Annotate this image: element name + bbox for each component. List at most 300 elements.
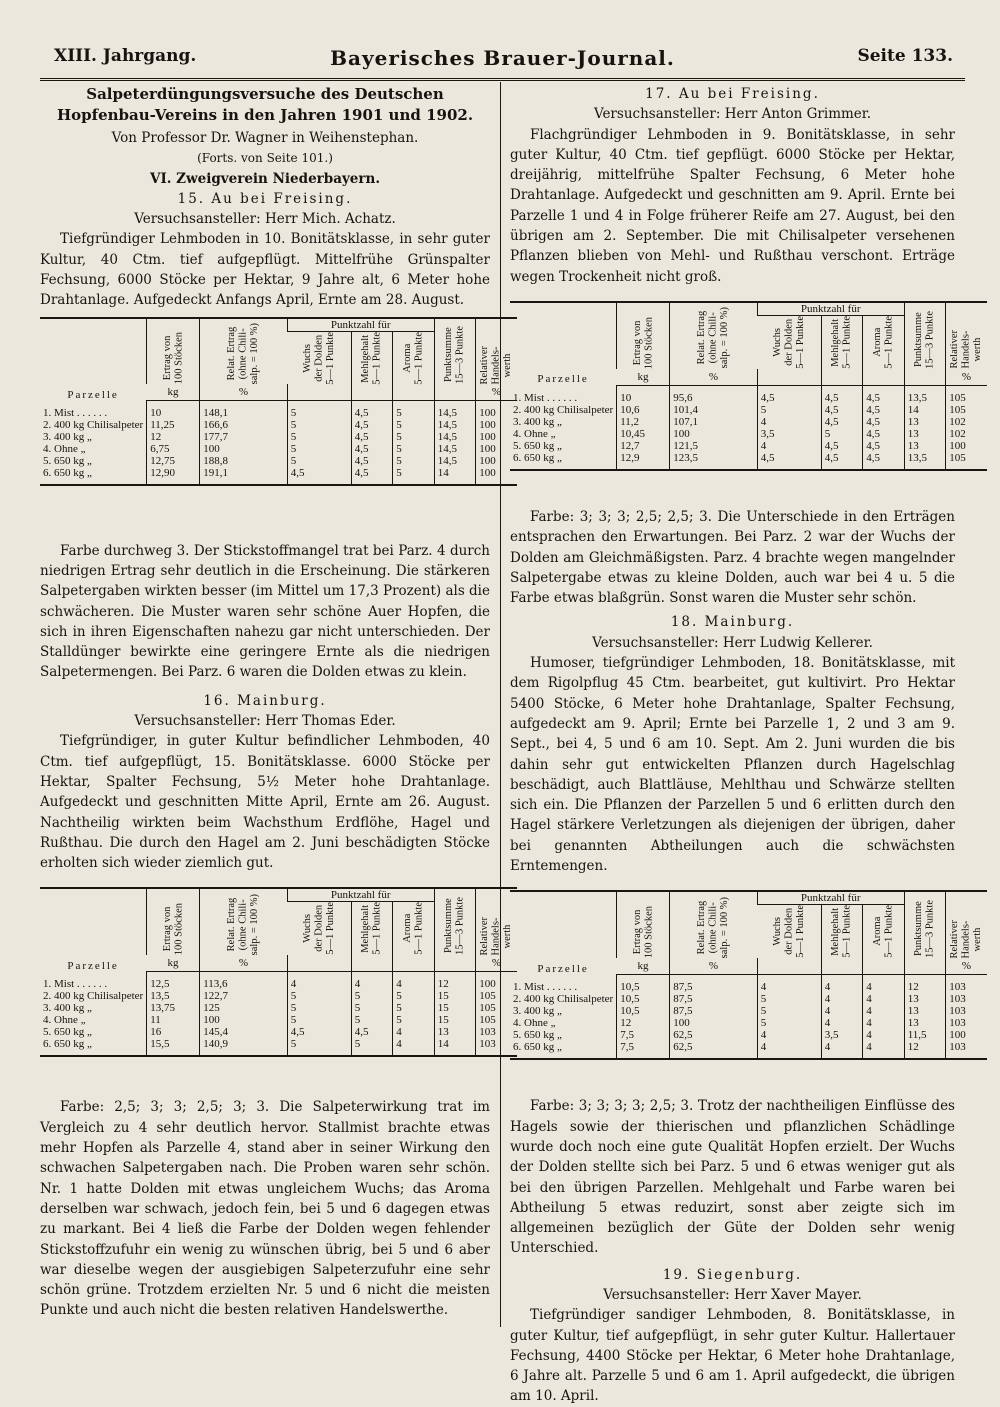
value-cell: 123,5 xyxy=(670,452,758,470)
value-cell: 87,5 xyxy=(670,993,758,1005)
table-row xyxy=(510,1005,987,1017)
value-cell: 100 xyxy=(476,431,517,443)
results-table xyxy=(510,890,987,1060)
column-header xyxy=(510,891,617,974)
value-cell: 14,5 xyxy=(434,401,476,420)
value-cell: 105 xyxy=(946,404,987,416)
value-cell: 4,5 xyxy=(863,416,905,428)
header-text: Punktzahl für xyxy=(800,892,861,905)
value-cell: 4,5 xyxy=(863,440,905,452)
value-cell: 13 xyxy=(434,1026,476,1038)
value-cell: 6,75 xyxy=(147,443,200,455)
exp15-table xyxy=(40,317,514,531)
exp17-table xyxy=(510,301,984,497)
value-cell: 4,5 xyxy=(821,404,863,416)
value-cell: 100 xyxy=(476,467,517,485)
value-cell: 5 xyxy=(393,401,435,420)
table-row xyxy=(40,972,517,991)
header-text: Aroma 5—1 Punkte xyxy=(871,905,895,959)
value-cell: 4,5 xyxy=(863,404,905,416)
plot-label: 1. Mist . . . . . . xyxy=(513,391,578,404)
value-cell: 4 xyxy=(393,1038,435,1056)
value-cell: 11,5 xyxy=(904,1029,946,1041)
value-cell: 13 xyxy=(904,993,946,1005)
exp18-heading: 18. Mainburg. xyxy=(670,614,795,631)
table-row xyxy=(510,404,987,416)
column-header xyxy=(287,318,434,332)
value-cell: 11 xyxy=(147,1014,200,1026)
unit-cell xyxy=(147,384,200,401)
exp19-intro: Tiefgründiger sandiger Lehmboden, 8. Bonitätsklasse, in guter Kultur, tief aufgepflügt, in sehr guter Kultur. Hallertauer Fechsung, 4400 Stöcke per Hektar, 6 Meter hohe Drahtanlage, 6 Jahre alt. Parzelle 5 und 6 am 1. April aufgedeckt, die übrigen am 10. April. xyxy=(510,1307,955,1405)
header-text: Punktsumme 15—3 Punkte xyxy=(443,326,466,385)
header-text: Punktsumme 15—3 Punkte xyxy=(443,897,466,956)
unit-cell xyxy=(200,384,288,401)
value-cell: 12 xyxy=(617,1017,670,1029)
value-cell: 4 xyxy=(863,1029,905,1041)
plot-label: 5. 650 kg „ xyxy=(43,455,92,468)
column-header xyxy=(200,888,288,955)
value-cell: 12 xyxy=(147,431,200,443)
unit-cell xyxy=(904,369,946,386)
exp17-heading: 17. Au bei Freising. xyxy=(645,86,820,102)
header-text: Wuchs der Dolden 5—1 Punkte xyxy=(771,905,806,959)
unit-cell xyxy=(670,958,758,975)
table-row xyxy=(40,467,517,485)
column-header xyxy=(351,902,393,955)
value-cell: 125 xyxy=(200,1002,288,1014)
value-cell: 177,7 xyxy=(200,431,288,443)
exp16-after: Farbe: 2,5; 3; 3; 2,5; 3; 3. Die Salpeterwirkung trat im Vergleich zu 4 sehr deutlich hervor. Stallmist brachte etwas mehr Hopfen als Parzelle 4, stand aber in seiner Wirkung den schwachen Salpetergaben nach. Die Proben waren sehr schön. Nr. 1 hatte Dolden mit etwas ungleichem Wuchs; das Aroma derselben war schwach, jedoch fein, bei 5 und 6 dagegen etwas zu markant. Bei 4 ließ die Farbe der Dolden wegen fehlender Stickstoffzufuhr ein wenig zu wünschen übrig, bei 5 und 6 aber war dieselbe wegen der ausgiebigen Salpeterzufuhr eine sehr schön grüne. Trotzdem erzielten Nr. 5 und 6 nicht die meisten Punkte und auch nicht die besten relativen Handelswerthe. xyxy=(40,1099,490,1319)
value-cell: 100 xyxy=(670,1017,758,1029)
plot-label: 1. Mist . . . . . . xyxy=(513,980,578,993)
value-cell: 100 xyxy=(946,1029,987,1041)
exp16-heading: 16. Mainburg. xyxy=(203,692,327,709)
exp16-intro: Tiefgründiger, in guter Kultur befindlicher Lehmboden, 40 Ctm. tief aufgepflügt, 15. Bonitätsklasse. 6000 Stöcke per Hektar, Spalter Fechsung, 5½ Meter hohe Drahtanlage. Aufgedeckt und geschnitten Mitte April, Ernte am 26. August. Nachtheilig wirkten beim Wachsthum Erdflöhe, Hagel und Rußthau. Die durch den Hagel am 2. Juni beschädigten Stöcke erholten sich wieder ziemlich gut. xyxy=(40,733,490,872)
value-cell: 4,5 xyxy=(863,452,905,470)
left-column xyxy=(40,84,514,1321)
value-cell: 105 xyxy=(476,1002,517,1014)
value-cell: 4,5 xyxy=(351,1026,393,1038)
value-cell: 13 xyxy=(904,428,946,440)
value-cell: 95,6 xyxy=(670,385,758,404)
value-cell: 14 xyxy=(434,467,476,485)
value-cell: 4,5 xyxy=(863,428,905,440)
value-cell: 4,5 xyxy=(863,385,905,404)
unit-cell xyxy=(757,369,821,386)
header-text: Wuchs der Dolden 5—1 Punkte xyxy=(301,902,336,956)
value-cell: 5 xyxy=(287,1002,351,1014)
table-row xyxy=(510,975,987,994)
unit-cell xyxy=(351,384,393,401)
results-table xyxy=(40,887,517,1057)
unit-cell xyxy=(863,369,905,386)
page-header xyxy=(40,46,965,72)
article-author: Von Professor Dr. Wagner in Weihenstephan. xyxy=(111,130,419,146)
value-cell: 4 xyxy=(757,1029,821,1041)
article-title: Salpeterdüngungsversuche des Deutschen Hopfenbau-Vereins in den Jahren 1901 und 1902. xyxy=(56,85,474,124)
exp15-intro: Tiefgründiger Lehmboden in 10. Bonitätsklasse, in sehr guter Kultur, 40 Ctm. tief aufgepflügt. Mittelfrühe Grünspalter Fechsung, 6000 Stöcke per Hektar, 9 Jahre alt, 6 Meter hohe Drahtanlage. Aufgedeckt Anfangs April, Ernte am 28. August. xyxy=(40,231,490,309)
unit-label: % xyxy=(238,957,249,970)
unit-cell xyxy=(393,384,435,401)
header-text: Relativer Handels- werth xyxy=(479,916,514,956)
exp15-after: Farbe durchweg 3. Der Stickstoffmangel trat bei Parz. 4 durch niedrigen Ertrag sehr deutlich in die Erscheinung. Die stärkeren Salpetergaben wirkten besser (im Mittel um 17,3 Prozent) als die schwächeren. Die Muster waren sehr schöne Auer Hopfen, die sich in ihren Eigenschaften nahezu gar nicht unterschieden. Der Stalldünger bewirkte eine geringere Ernte als die niedrigen Salpetermengen. Bei Parz. 6 waren die Dolden etwas zu klein. xyxy=(40,542,490,681)
value-cell: 10,6 xyxy=(617,404,670,416)
value-cell: 103 xyxy=(946,1005,987,1017)
value-cell: 5 xyxy=(393,990,435,1002)
exp18-table xyxy=(510,890,984,1086)
value-cell: 15 xyxy=(434,990,476,1002)
plot-label: 3. 400 kg „ xyxy=(43,431,92,444)
plot-label: 4. Ohne „ xyxy=(43,1014,86,1027)
header-text: Mehlgehalt 5—1 Punkte xyxy=(830,315,853,369)
unit-cell xyxy=(821,958,863,975)
value-cell: 4,5 xyxy=(287,467,351,485)
exp17-intro: Flachgründiger Lehmboden in 9. Bonitätsklasse, in sehr guter Kultur, 40 Ctm. tief gepflügt. 6000 Stöcke per Hektar, dreijährig, mittelfrühe Spalter Fechsung, 6 Meter hohe Drahtanlage. Aufgedeckt und geschnitten am 9. April. Ernte bei Parzelle 1 und 4 in Folge früherer Reife am 27. August, bei den übrigen am 2. September. Die mit Chilisalpeter versehenen Pflanzen blieben von Mehl- und Rußthau verschont. Erträge wegen Trockenheit nicht groß. xyxy=(510,126,955,285)
value-cell: 100 xyxy=(476,443,517,455)
value-cell: 14,5 xyxy=(434,431,476,443)
value-cell: 5 xyxy=(757,1017,821,1029)
value-cell: 101,4 xyxy=(670,404,758,416)
header-text: Parzelle xyxy=(537,373,589,386)
unit-cell xyxy=(946,369,987,386)
value-cell: 102 xyxy=(946,428,987,440)
value-cell: 5 xyxy=(821,428,863,440)
value-cell: 4 xyxy=(393,972,435,991)
header-text: Punktsumme 15—3 Punkte xyxy=(913,310,936,369)
value-cell: 107,1 xyxy=(670,416,758,428)
value-cell: 12,90 xyxy=(147,467,200,485)
header-text: Punktzahl für xyxy=(330,318,391,331)
header-text: Ertrag von 100 Stöcken xyxy=(161,903,185,956)
value-cell: 5 xyxy=(351,990,393,1002)
unit-cell xyxy=(287,384,351,401)
header-text: Mehlgehalt 5—1 Punkte xyxy=(360,331,383,385)
value-cell: 4,5 xyxy=(821,440,863,452)
value-cell: 10,5 xyxy=(617,975,670,994)
column-header xyxy=(670,302,758,369)
plot-label: 3. 400 kg „ xyxy=(43,1002,92,1015)
value-cell: 15,5 xyxy=(147,1038,200,1056)
column-header xyxy=(757,891,904,905)
table-row xyxy=(40,401,517,420)
value-cell: 13,5 xyxy=(147,990,200,1002)
value-cell: 87,5 xyxy=(670,975,758,994)
value-cell: 5 xyxy=(393,467,435,485)
value-cell: 4 xyxy=(757,440,821,452)
column-header xyxy=(904,891,946,958)
journal-title: Bayerisches Brauer-Journal. xyxy=(330,46,675,70)
plot-label: 2. 400 kg Chilisalpeter xyxy=(513,403,614,416)
value-cell: 5 xyxy=(287,990,351,1002)
results-table xyxy=(40,317,517,487)
table-row xyxy=(510,452,987,470)
column-header xyxy=(617,891,670,958)
unit-cell xyxy=(393,955,435,972)
value-cell: 100 xyxy=(200,1014,288,1026)
column-header xyxy=(287,331,351,384)
unit-cell xyxy=(863,958,905,975)
value-cell: 12 xyxy=(904,1041,946,1059)
value-cell: 13 xyxy=(904,1017,946,1029)
value-cell: 103 xyxy=(946,975,987,994)
value-cell: 148,1 xyxy=(200,401,288,420)
value-cell: 5 xyxy=(287,443,351,455)
value-cell: 3,5 xyxy=(757,428,821,440)
value-cell: 12,9 xyxy=(617,452,670,470)
plot-label: 6. 650 kg „ xyxy=(40,467,147,485)
value-cell: 4 xyxy=(863,1005,905,1017)
value-cell: 105 xyxy=(946,385,987,404)
value-cell: 10 xyxy=(147,401,200,420)
header-text: Relativer Handels- werth xyxy=(949,330,984,369)
unit-label: % xyxy=(961,370,972,383)
header-text: Punktsumme 15—3 Punkte xyxy=(913,900,936,959)
column-header xyxy=(351,331,393,384)
value-cell: 7,5 xyxy=(617,1029,670,1041)
plot-label: 5. 650 kg „ xyxy=(43,1026,92,1039)
header-text: Relat. Ertrag (ohne Chili- salp. = 100 %) xyxy=(226,323,261,385)
column-header xyxy=(287,888,434,902)
unit-cell xyxy=(434,384,476,401)
value-cell: 4 xyxy=(863,993,905,1005)
value-cell: 5 xyxy=(287,419,351,431)
table-row xyxy=(40,431,517,443)
unit-label: % xyxy=(491,386,502,399)
value-cell: 4,5 xyxy=(821,416,863,428)
value-cell: 62,5 xyxy=(670,1041,758,1059)
table-row xyxy=(40,990,517,1002)
value-cell: 10,5 xyxy=(617,1005,670,1017)
value-cell: 4 xyxy=(821,975,863,994)
value-cell: 10,5 xyxy=(617,993,670,1005)
value-cell: 121,5 xyxy=(670,440,758,452)
header-text: Relat. Ertrag (ohne Chili- salp. = 100 %) xyxy=(696,307,731,369)
column-divider xyxy=(500,82,501,1327)
value-cell: 103 xyxy=(476,1026,517,1038)
table-row xyxy=(510,1041,987,1059)
value-cell: 12,5 xyxy=(147,972,200,991)
results-table xyxy=(510,301,987,471)
table-row xyxy=(510,428,987,440)
value-cell: 13 xyxy=(904,416,946,428)
unit-label: kg xyxy=(637,960,649,973)
value-cell: 4 xyxy=(351,972,393,991)
plot-label: 1. Mist . . . . . . xyxy=(43,407,108,420)
plot-label: 6. 650 kg „ xyxy=(510,452,617,470)
value-cell: 4,5 xyxy=(351,419,393,431)
header-text: Parzelle xyxy=(537,962,589,975)
section-heading: VI. Zweigverein Niederbayern. xyxy=(149,170,381,187)
unit-cell xyxy=(821,369,863,386)
table-row xyxy=(40,455,517,467)
table-row xyxy=(40,443,517,455)
value-cell: 12 xyxy=(904,975,946,994)
table-row xyxy=(40,419,517,431)
value-cell: 103 xyxy=(946,1017,987,1029)
value-cell: 4 xyxy=(863,1017,905,1029)
value-cell: 13,75 xyxy=(147,1002,200,1014)
value-cell: 12,7 xyxy=(617,440,670,452)
value-cell: 15 xyxy=(434,1014,476,1026)
value-cell: 13 xyxy=(904,1005,946,1017)
column-header xyxy=(946,891,987,958)
unit-cell xyxy=(617,369,670,386)
header-text: Relativer Handels- werth xyxy=(479,345,514,385)
unit-cell xyxy=(351,955,393,972)
value-cell: 5 xyxy=(393,419,435,431)
exp15-anstel: Versuchsansteller: Herr Mich. Achatz. xyxy=(134,211,396,228)
value-cell: 5 xyxy=(757,404,821,416)
plot-label: 2. 400 kg Chilisalpeter xyxy=(43,990,144,1003)
header-text: Aroma 5—1 Punkte xyxy=(401,331,425,385)
unit-label: kg xyxy=(167,957,179,970)
unit-label: % xyxy=(708,960,719,973)
exp18-after: Farbe: 3; 3; 3; 3; 2,5; 3. Trotz der nachtheiligen Einflüsse des Hagels sowie der thierischen und pflanzlichen Schädlinge wurde doch noch eine gute Qualität Hopfen erzielt. Der Wuchs der Dolden stellte sich bei Parz. 5 und 6 etwas weniger gut als bei den übrigen Parzellen. Mehlgehalt und Farbe waren bei Abtheilung 5 etwas reduzirt, sonst aber zeigte sich im allgemeinen bezüglich der Güte der Dolden sehr wenig Unterschied. xyxy=(510,1098,955,1257)
value-cell: 4 xyxy=(821,1017,863,1029)
header-text: Relativer Handels- werth xyxy=(949,919,984,959)
header-text: Punktzahl für xyxy=(330,889,391,902)
header-text: Relat. Ertrag (ohne Chili- salp. = 100 %) xyxy=(696,896,731,959)
value-cell: 14,5 xyxy=(434,419,476,431)
value-cell: 100 xyxy=(476,455,517,467)
column-header xyxy=(670,891,758,958)
value-cell: 5 xyxy=(351,1002,393,1014)
column-header xyxy=(393,902,435,955)
value-cell: 103 xyxy=(476,1038,517,1056)
value-cell: 4,5 xyxy=(351,431,393,443)
header-text: Relat. Ertrag (ohne Chili- salp. = 100 %) xyxy=(226,893,261,956)
column-header xyxy=(946,302,987,369)
value-cell: 10,45 xyxy=(617,428,670,440)
plot-label: 6. 650 kg „ xyxy=(510,1041,617,1059)
value-cell: 12 xyxy=(434,972,476,991)
column-header xyxy=(821,315,863,368)
value-cell: 5 xyxy=(393,1002,435,1014)
unit-label: % xyxy=(491,957,502,970)
column-header xyxy=(863,315,905,368)
exp19-anstel: Versuchsansteller: Herr Xaver Mayer. xyxy=(603,1286,862,1303)
unit-cell xyxy=(434,955,476,972)
value-cell: 105 xyxy=(476,1014,517,1026)
exp16-anstel: Versuchsansteller: Herr Thomas Eder. xyxy=(134,713,396,730)
column-header xyxy=(147,888,200,955)
value-cell: 5 xyxy=(393,431,435,443)
header-text: Aroma 5—1 Punkte xyxy=(871,315,895,369)
value-cell: 4 xyxy=(821,1041,863,1059)
column-header xyxy=(147,318,200,385)
value-cell: 5 xyxy=(393,443,435,455)
plot-label: 1. Mist . . . . . . xyxy=(43,977,108,990)
value-cell: 11,2 xyxy=(617,416,670,428)
table-row xyxy=(510,993,987,1005)
value-cell: 105 xyxy=(476,990,517,1002)
column-header xyxy=(757,905,821,958)
value-cell: 4,5 xyxy=(351,443,393,455)
table-row xyxy=(510,440,987,452)
value-cell: 3,5 xyxy=(821,1029,863,1041)
value-cell: 5 xyxy=(757,993,821,1005)
header-text: Mehlgehalt 5—1 Punkte xyxy=(360,902,383,956)
value-cell: 4 xyxy=(863,1041,905,1059)
header-rule xyxy=(40,78,965,81)
value-cell: 105 xyxy=(946,452,987,470)
value-cell: 5 xyxy=(351,1014,393,1026)
value-cell: 15 xyxy=(434,1002,476,1014)
unit-cell xyxy=(670,369,758,386)
value-cell: 103 xyxy=(946,1041,987,1059)
value-cell: 14,5 xyxy=(434,443,476,455)
value-cell: 7,5 xyxy=(617,1041,670,1059)
value-cell: 4,5 xyxy=(821,452,863,470)
page-number: Seite 133. xyxy=(857,46,953,66)
value-cell: 4,5 xyxy=(351,455,393,467)
value-cell: 100 xyxy=(200,443,288,455)
value-cell: 100 xyxy=(946,440,987,452)
plot-label: 6. 650 kg „ xyxy=(40,1038,147,1056)
value-cell: 4,5 xyxy=(351,467,393,485)
value-cell: 5 xyxy=(757,1005,821,1017)
value-cell: 4 xyxy=(821,1005,863,1017)
value-cell: 87,5 xyxy=(670,1005,758,1017)
value-cell: 100 xyxy=(476,972,517,991)
value-cell: 4,5 xyxy=(351,401,393,420)
plot-label: 5. 650 kg „ xyxy=(513,439,562,452)
table-row xyxy=(40,1038,517,1056)
unit-cell xyxy=(617,958,670,975)
value-cell: 14,5 xyxy=(434,455,476,467)
unit-cell xyxy=(946,958,987,975)
value-cell: 5 xyxy=(287,1038,351,1056)
exp17-anstel: Versuchsansteller: Herr Anton Grimmer. xyxy=(593,106,872,123)
header-text: Wuchs der Dolden 5—1 Punkte xyxy=(301,331,336,385)
header-text: Ertrag von 100 Stöcken xyxy=(631,905,655,959)
exp18-intro: Humoser, tiefgründiger Lehmboden, 18. Bonitätsklasse, mit dem Rigolpflug 45 Ctm. bearbeitet, gut kultivirt. Pro Hektar 5400 Stöcke, 6 Meter hohe Drahtanlage, Spalter Fechsung, aufgedeckt am 9. April; Ernte bei Parzelle 1, 2 und 3 am 9. Sept., bei 4, 5 und 6 am 10. Sept. Am 2. Juni wurden die bis dahin sehr gut entwickelten Pflanzen durch Hagelschlag beschädigt, auch Blattläuse, Mehlthau und Schwärze stellten sich ein. Die Pflanzen der Parzellen 5 und 6 erlitten durch den Hagel stärkere Verletzungen als diejenigen der übrigen, daher bei genannten Abtheilungen auch die schwächsten Erntemengen. xyxy=(510,655,955,875)
exp16-table xyxy=(40,887,514,1085)
value-cell: 13 xyxy=(904,440,946,452)
value-cell: 10 xyxy=(617,385,670,404)
header-text: Parzelle xyxy=(67,388,119,401)
table-row xyxy=(510,1017,987,1029)
table-row xyxy=(40,1026,517,1038)
value-cell: 100 xyxy=(476,419,517,431)
value-cell: 5 xyxy=(287,401,351,420)
value-cell: 188,8 xyxy=(200,455,288,467)
table-row xyxy=(510,416,987,428)
value-cell: 140,9 xyxy=(200,1038,288,1056)
value-cell: 4 xyxy=(393,1026,435,1038)
unit-label: % xyxy=(238,386,249,399)
column-header xyxy=(287,902,351,955)
value-cell: 11,25 xyxy=(147,419,200,431)
value-cell: 5 xyxy=(351,1038,393,1056)
value-cell: 4 xyxy=(757,416,821,428)
value-cell: 4 xyxy=(863,975,905,994)
value-cell: 62,5 xyxy=(670,1029,758,1041)
value-cell: 13,5 xyxy=(904,385,946,404)
value-cell: 100 xyxy=(670,428,758,440)
column-header xyxy=(617,302,670,369)
value-cell: 12,75 xyxy=(147,455,200,467)
value-cell: 5 xyxy=(393,455,435,467)
value-cell: 4,5 xyxy=(287,1026,351,1038)
unit-cell xyxy=(287,955,351,972)
unit-label: % xyxy=(708,370,719,383)
value-cell: 16 xyxy=(147,1026,200,1038)
exp18-anstel: Versuchsansteller: Herr Ludwig Kellerer. xyxy=(592,634,873,651)
value-cell: 4 xyxy=(287,972,351,991)
unit-cell xyxy=(757,958,821,975)
value-cell: 5 xyxy=(393,1014,435,1026)
